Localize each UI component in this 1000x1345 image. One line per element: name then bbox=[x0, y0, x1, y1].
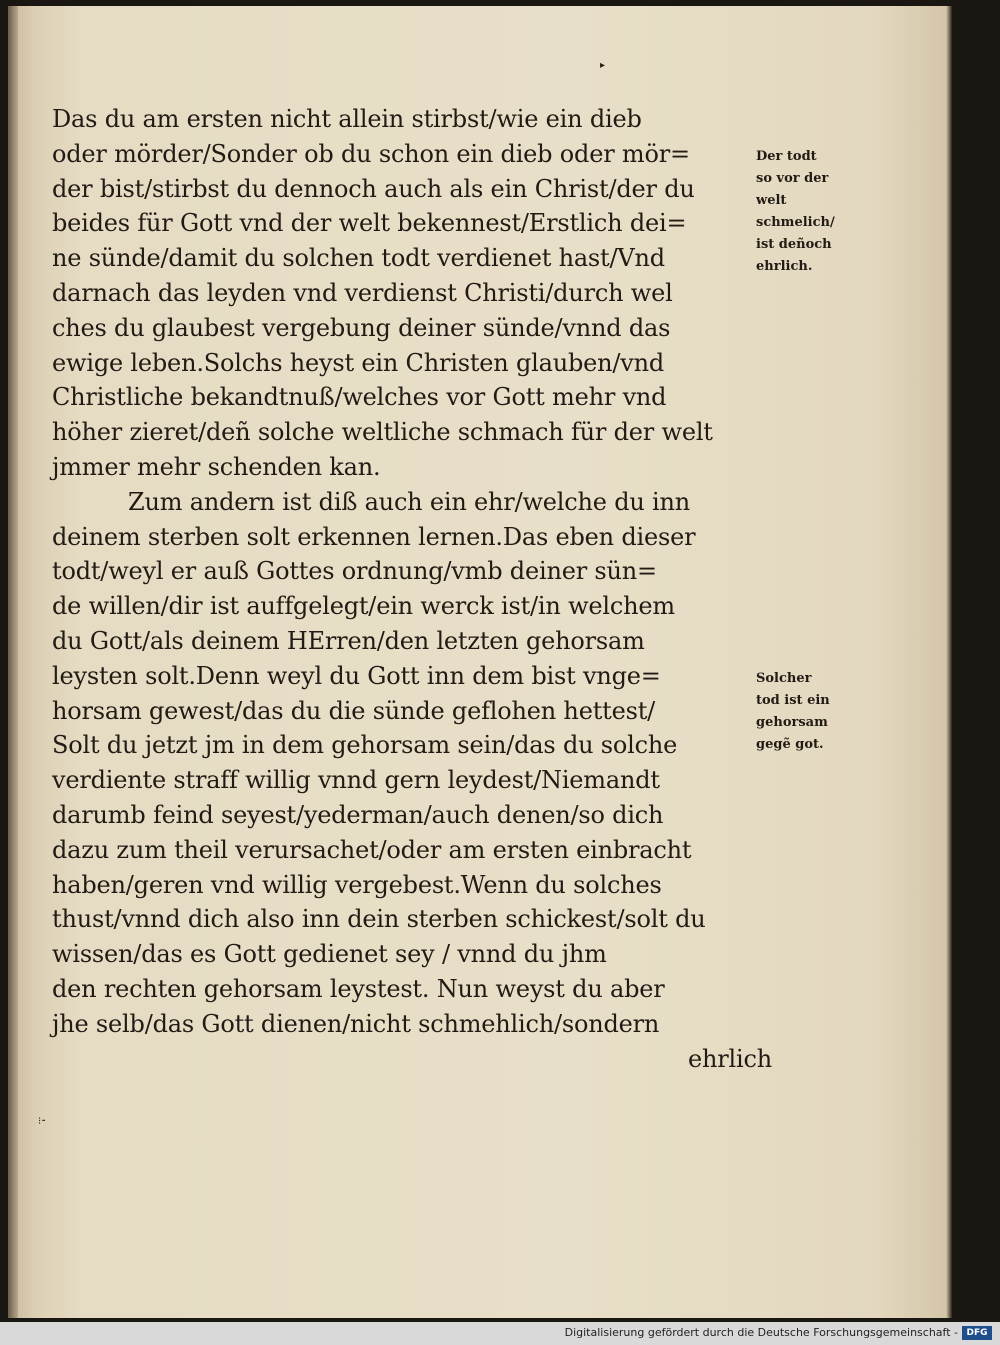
text-line: thust/vnnd dich also inn dein sterben schickest/solt du bbox=[52, 905, 706, 934]
page-edge bbox=[946, 6, 952, 1318]
text-line: ne sünde/damit du solchen todt verdienet hast/Vnd bbox=[52, 244, 665, 273]
margin-note-line: tod ist ein bbox=[756, 693, 830, 708]
top-printer-mark: ▸ bbox=[600, 60, 606, 71]
text-line: ewige leben.Solchs heyst ein Christen glauben/vnd bbox=[52, 348, 665, 377]
margin-note-line: ist deñoch bbox=[756, 237, 832, 252]
text-line: darumb feind seyest/yederman/auch denen/so dich bbox=[52, 800, 664, 829]
text-line: verdiente straff willig vnnd gern leydest/Niemandt bbox=[52, 766, 660, 795]
margin-note-obedience bbox=[756, 668, 866, 756]
text-line: wissen/das es Gott gedienet sey / vnnd du jhm bbox=[52, 940, 607, 969]
text-line: jhe selb/das Gott dienen/nicht schmehlich/sondern bbox=[52, 1009, 660, 1038]
margin-note-death-honorable bbox=[756, 146, 866, 278]
margin-note-line: so vor der bbox=[756, 171, 829, 186]
dfg-logo[interactable]: DFG bbox=[962, 1326, 992, 1340]
text-line: darnach das leyden vnd verdienst Christi/durch wel bbox=[52, 278, 673, 307]
text-line: den rechten gehorsam leystest. Nun weyst du aber bbox=[52, 974, 665, 1003]
text-line: Christliche bekandtnuß/welches vor Gott mehr vnd bbox=[52, 383, 667, 412]
text-line: Solt du jetzt jm in dem gehorsam sein/das du solche bbox=[52, 731, 678, 760]
footer-bar bbox=[0, 1322, 1000, 1345]
book-page bbox=[8, 6, 952, 1318]
text-line: oder mörder/Sonder ob du schon ein dieb oder mör= bbox=[52, 139, 690, 168]
bottom-printer-mark: ⁝⁃ bbox=[38, 1116, 47, 1127]
text-line: leysten solt.Denn weyl du Gott inn dem bist vnge= bbox=[52, 661, 661, 690]
text-line: beides für Gott vnd der welt bekennest/Erstlich dei= bbox=[52, 209, 687, 238]
text-line: de willen/dir ist auffgelegt/ein werck ist/in welchem bbox=[52, 592, 675, 621]
margin-note-line: schmelich/ bbox=[756, 215, 835, 230]
margin-note-line: ehrlich. bbox=[756, 259, 813, 274]
text-line: der bist/stirbst du dennoch auch als ein Christ/der du bbox=[52, 174, 695, 203]
text-line: deinem sterben solt erkennen lernen.Das eben dieser bbox=[52, 522, 696, 551]
text-line: todt/weyl er auß Gottes ordnung/vmb deiner sün= bbox=[52, 557, 657, 586]
text-line: Das du am ersten nicht allein stirbst/wie ein dieb bbox=[52, 105, 642, 133]
text-line: ches du glaubest vergebung deiner sünde/vnnd das bbox=[52, 313, 671, 342]
text-line: dazu zum theil verursachet/oder am ersten einbracht bbox=[52, 835, 692, 864]
text-line: höher zieret/deñ solche weltliche schmach für der welt bbox=[52, 418, 713, 447]
text-line: horsam gewest/das du die sünde geflohen hettest/ bbox=[52, 696, 656, 725]
page-gutter-shadow bbox=[8, 6, 18, 1318]
margin-note-line: Der todt bbox=[756, 149, 817, 164]
margin-note-line: gegẽ got. bbox=[756, 737, 824, 752]
margin-note-line: Solcher bbox=[756, 671, 812, 686]
paragraph-start-line: Zum andern ist diß auch ein ehr/welche du inn bbox=[128, 487, 691, 516]
footer-credit: Digitalisierung gefördert durch die Deutsche Forschungsgemeinschaft - bbox=[564, 1326, 958, 1339]
margin-note-line: welt bbox=[756, 193, 787, 208]
text-line: du Gott/als deinem HErren/den letzten gehorsam bbox=[52, 626, 645, 655]
text-line: haben/geren vnd willig vergebest.Wenn du solches bbox=[52, 870, 662, 899]
catchword: ehrlich bbox=[688, 1044, 772, 1073]
body-text bbox=[52, 102, 792, 1076]
text-line: jmmer mehr schenden kan. bbox=[52, 452, 381, 481]
margin-note-line: gehorsam bbox=[756, 715, 828, 730]
